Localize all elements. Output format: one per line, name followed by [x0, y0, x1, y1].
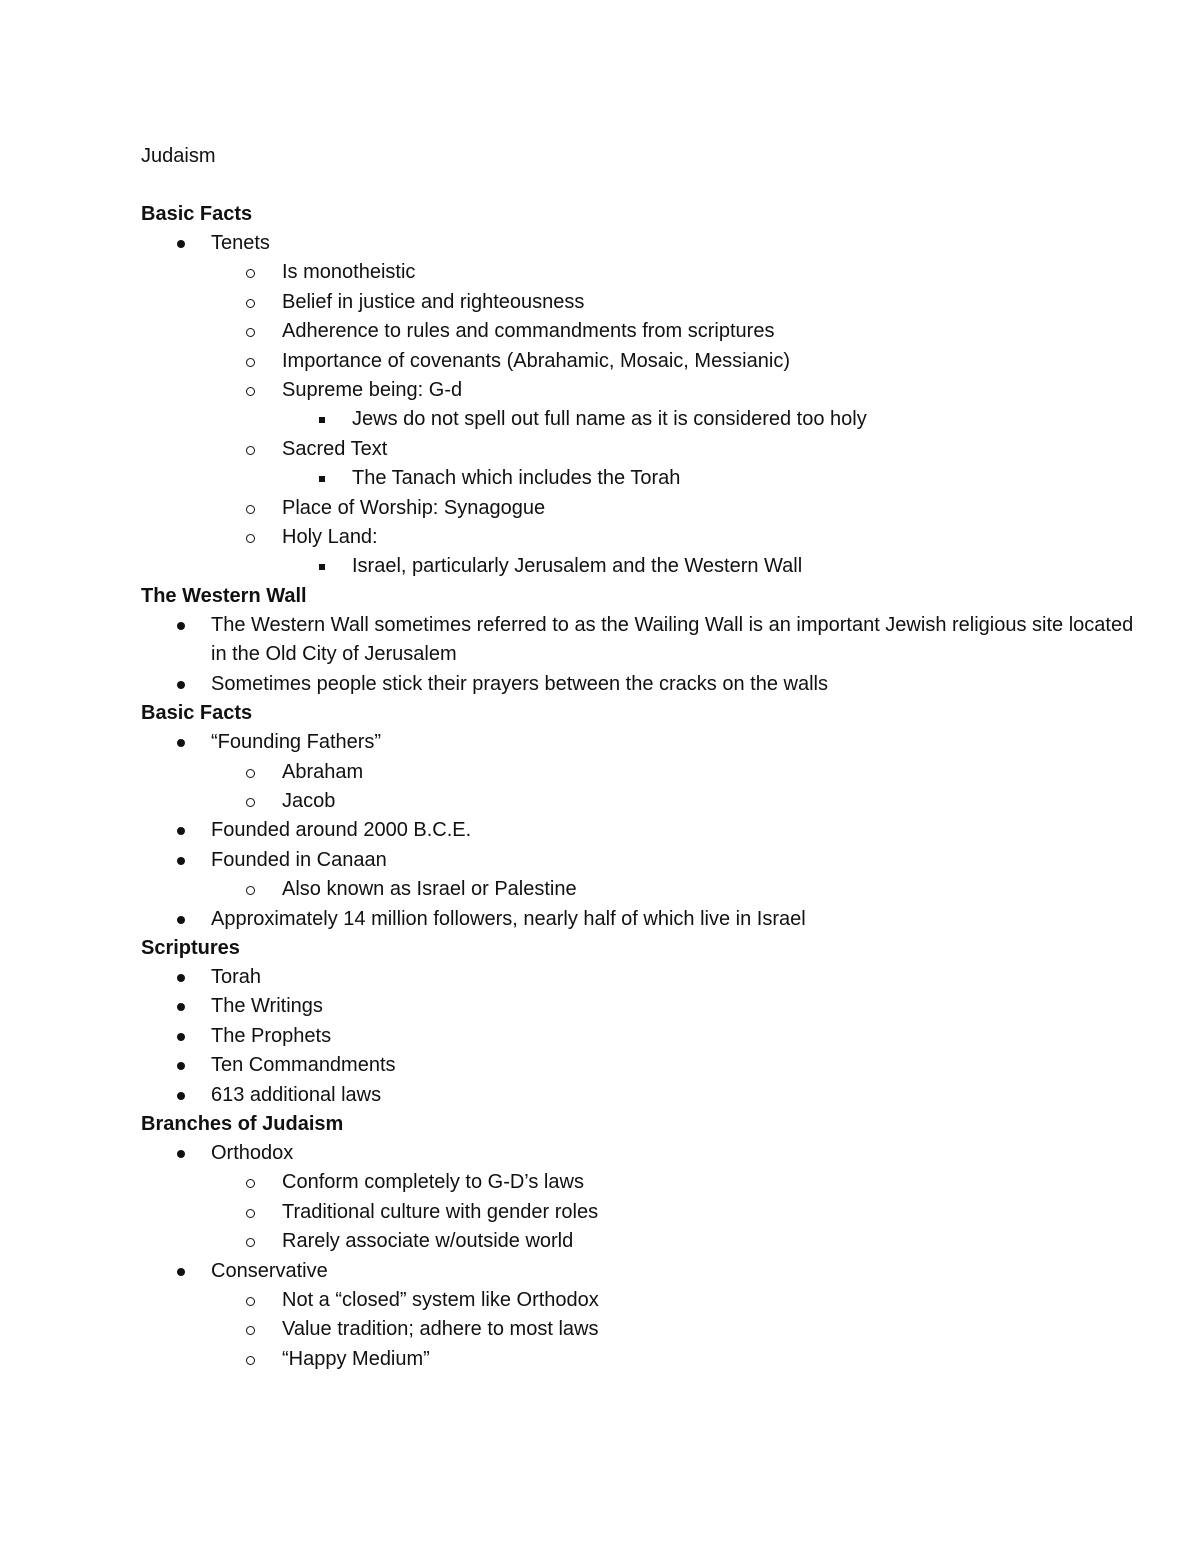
- list-item: [141, 347, 1141, 376]
- list-item: [141, 1315, 1141, 1344]
- list-item-text: Not a “closed” system like Orthodox: [282, 1289, 599, 1311]
- list-item-text: Conform completely to G-D’s laws: [282, 1171, 584, 1194]
- list-item: [141, 1168, 1141, 1197]
- list-item: [141, 523, 1141, 552]
- list-item: [141, 494, 1141, 523]
- list-item: [141, 1081, 1141, 1110]
- list-item: [141, 816, 1141, 845]
- list-item: [141, 905, 1141, 934]
- list-item-text: Supreme being: G-d: [282, 379, 463, 402]
- list-item-text: Jews do not spell out full name as it is considered too holy: [352, 408, 867, 431]
- list-item: [141, 758, 1141, 787]
- list-item: [141, 317, 1141, 346]
- list-item: [141, 288, 1141, 317]
- list-item: [141, 963, 1141, 992]
- list-item-text: Jacob: [282, 789, 336, 812]
- list-item-text: The Western Wall sometimes referred to as the Wailing Wall is an important Jewish religious site located in the Old City of Jerusalem: [211, 613, 1134, 666]
- list-item-text: Torah: [211, 965, 262, 988]
- list-item: [141, 435, 1141, 464]
- bullet-list: [141, 728, 1141, 934]
- list-item-text: “Founding Fathers”: [211, 731, 382, 754]
- section-heading: Branches of Judaism: [141, 1112, 344, 1135]
- list-item-text: Adherence to rules and commandments from scriptures: [282, 320, 775, 343]
- list-item: [141, 1227, 1141, 1256]
- list-item: [141, 258, 1141, 287]
- list-item-text: 613 additional laws: [211, 1083, 382, 1106]
- list-item: [141, 1198, 1141, 1227]
- list-item: [141, 875, 1141, 904]
- list-item: [141, 1139, 1141, 1168]
- document-body: [141, 142, 1141, 1374]
- list-item-text: “Happy Medium”: [282, 1347, 430, 1370]
- list-item-text: Value tradition; adhere to most laws: [282, 1318, 599, 1341]
- list-item-text: Conservative: [211, 1259, 328, 1282]
- list-item-text: The Writings: [211, 995, 323, 1018]
- list-item-text: The Prophets: [211, 1024, 332, 1047]
- list-item-text: Sometimes people stick their prayers between the cracks on the walls: [211, 672, 828, 695]
- list-item-text: Founded around 2000 B.C.E.: [211, 819, 472, 842]
- list-item-text: Sacred Text: [282, 437, 388, 460]
- list-item-text: The Tanach which includes the Torah: [352, 467, 681, 490]
- bullet-list: [141, 611, 1141, 699]
- list-item: [141, 1286, 1141, 1315]
- list-item-text: Holy Land:: [282, 526, 378, 549]
- list-item-text: Place of Worship: Synagogue: [282, 496, 546, 519]
- list-item: [141, 992, 1141, 1021]
- list-item: [141, 1257, 1141, 1286]
- list-item-text: Tenets: [211, 232, 270, 254]
- list-item: [141, 1051, 1141, 1080]
- section-heading: Basic Facts: [141, 203, 253, 225]
- list-item: [141, 229, 1141, 258]
- section-heading: Basic Facts: [141, 702, 253, 725]
- list-item-text: Is monotheistic: [282, 261, 416, 284]
- bullet-list: [141, 963, 1141, 1110]
- list-item: [141, 787, 1141, 816]
- bullet-list: [141, 229, 1141, 582]
- section-heading: Scriptures: [141, 936, 240, 959]
- spacer: [141, 171, 1141, 200]
- list-item-text: Importance of covenants (Abrahamic, Mosaic, Messianic): [282, 349, 790, 372]
- list-item-text: Israel, particularly Jerusalem and the Western Wall: [352, 555, 803, 578]
- list-item-text: Founded in Canaan: [211, 848, 387, 871]
- list-item-text: Approximately 14 million followers, nearly half of which live in Israel: [211, 907, 806, 930]
- list-item: [141, 464, 1141, 493]
- list-item: [141, 611, 1141, 670]
- list-item: [141, 376, 1141, 405]
- list-item: [141, 728, 1141, 757]
- sections-container: [141, 200, 1141, 1374]
- document-title: Judaism: [141, 145, 216, 167]
- list-item-text: Ten Commandments: [211, 1054, 396, 1077]
- list-item: [141, 552, 1141, 581]
- list-item: [141, 846, 1141, 875]
- list-item-text: Rarely associate w/outside world: [282, 1230, 574, 1253]
- list-item: [141, 405, 1141, 434]
- list-item: [141, 670, 1141, 699]
- list-item-text: Also known as Israel or Palestine: [282, 878, 577, 901]
- list-item-text: Abraham: [282, 760, 364, 783]
- list-item: [141, 1345, 1141, 1374]
- section-heading: The Western Wall: [141, 584, 307, 607]
- list-item-text: Traditional culture with gender roles: [282, 1200, 599, 1223]
- list-item-text: Orthodox: [211, 1141, 294, 1164]
- bullet-list: [141, 1139, 1141, 1374]
- list-item-text: Belief in justice and righteousness: [282, 290, 585, 313]
- list-item: [141, 1022, 1141, 1051]
